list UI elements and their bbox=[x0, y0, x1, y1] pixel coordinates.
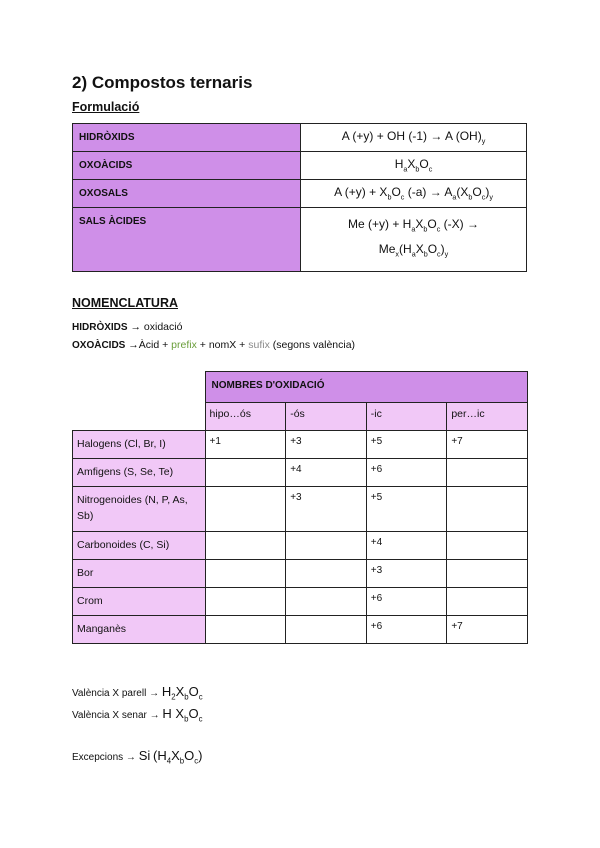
table-cell bbox=[205, 560, 286, 588]
column-header: hipo…ós bbox=[205, 403, 286, 431]
sufix-word: sufix bbox=[248, 339, 270, 351]
table-row bbox=[73, 124, 527, 152]
table-row bbox=[73, 560, 528, 588]
column-header: -ós bbox=[286, 403, 367, 431]
acid-word: Àcid bbox=[138, 339, 160, 351]
segons-text: (segons valència) bbox=[272, 339, 356, 351]
table-row bbox=[73, 180, 527, 208]
table-cell: +6 bbox=[366, 616, 447, 644]
group-name: Nitrogenoides (N, P, As, Sb) bbox=[73, 487, 206, 532]
table-cell: +3 bbox=[286, 487, 367, 532]
table-cell bbox=[286, 616, 367, 644]
formula-oxoacids: $H_aX_bO_c$ bbox=[301, 152, 527, 180]
table-cell bbox=[286, 532, 367, 560]
table-row bbox=[73, 487, 528, 532]
formulacio-heading: Formulació bbox=[72, 100, 140, 114]
arrow-icon: → bbox=[130, 321, 141, 333]
row-label-sals-acides: SALS ÀCIDES bbox=[73, 208, 301, 272]
oxidation-header: NOMBRES D'OXIDACIÓ bbox=[205, 372, 527, 403]
table-row bbox=[73, 616, 528, 644]
senar-formula: H $X_bO_c$ bbox=[162, 706, 203, 724]
table-row bbox=[73, 588, 528, 616]
table-cell: +3 bbox=[366, 560, 447, 588]
excepcions-label: Excepcions bbox=[72, 752, 124, 763]
nomx-word: nomX bbox=[208, 339, 237, 351]
group-name: Crom bbox=[73, 588, 206, 616]
formula-oxosals: A $(+y) + X_bO_c$ $(-a) \to A_a(X_bO_c)_y$ bbox=[301, 180, 527, 208]
excepcions-formula: $(H_4X_bO_c)$ bbox=[153, 748, 203, 766]
column-header: -ic bbox=[366, 403, 447, 431]
column-header: per…ic bbox=[447, 403, 528, 431]
table-row bbox=[73, 208, 527, 272]
table-row bbox=[73, 372, 528, 403]
group-name: Amfigens (S, Se, Te) bbox=[73, 459, 206, 487]
table-cell: +7 bbox=[447, 431, 528, 459]
arrow-icon: → bbox=[128, 339, 139, 351]
table-cell: +5 bbox=[366, 487, 447, 532]
valencia-parell-line bbox=[72, 684, 203, 702]
table-cell: +7 bbox=[447, 616, 528, 644]
table-row bbox=[73, 403, 528, 431]
table-cell: +5 bbox=[366, 431, 447, 459]
table-cell: +6 bbox=[366, 459, 447, 487]
table-cell bbox=[447, 532, 528, 560]
table-cell bbox=[447, 588, 528, 616]
table-cell: +6 bbox=[366, 588, 447, 616]
table-cell: +3 bbox=[286, 431, 367, 459]
nomenclatura-heading: NOMENCLATURA bbox=[72, 296, 179, 310]
prefix-word: prefix bbox=[171, 339, 197, 351]
table-row bbox=[73, 152, 527, 180]
arrow-icon: → bbox=[149, 688, 160, 699]
si-symbol: Si bbox=[138, 748, 151, 763]
parell-formula: $H_2X_bO_c$ bbox=[161, 684, 203, 702]
empty-corner bbox=[73, 403, 206, 431]
arrow-icon: → bbox=[125, 752, 136, 763]
senar-label: València X senar bbox=[72, 710, 147, 721]
table-cell bbox=[205, 588, 286, 616]
valencia-senar-line bbox=[72, 706, 202, 724]
table-row bbox=[73, 532, 528, 560]
group-name: Bor bbox=[73, 560, 206, 588]
page-title: 2) Compostos ternaris bbox=[72, 73, 253, 92]
group-name: Manganès bbox=[73, 616, 206, 644]
formula-hidroxids: A (+y) + OH (-1) → A $(OH)_y$ bbox=[301, 124, 527, 152]
formulacio-table bbox=[72, 123, 527, 272]
table-cell: +4 bbox=[286, 459, 367, 487]
nomenclatura-oxoacids-line: OXOÀCIDS →Àcid + prefix + nomX + sufix (segons valència) bbox=[72, 339, 356, 351]
table-cell bbox=[205, 487, 286, 532]
table-cell bbox=[447, 560, 528, 588]
table-cell bbox=[447, 487, 528, 532]
group-name: Halogens (Cl, Br, I) bbox=[73, 431, 206, 459]
table-cell bbox=[286, 588, 367, 616]
row-label-oxosals: OXOSALS bbox=[73, 180, 301, 208]
table-cell: +4 bbox=[366, 532, 447, 560]
nomenclatura-hidroxids-line bbox=[72, 321, 182, 333]
table-cell bbox=[447, 459, 528, 487]
row-label-oxoacids: OXOÀCIDS bbox=[73, 152, 301, 180]
group-name: Carbonoides (C, Si) bbox=[73, 532, 206, 560]
table-cell bbox=[286, 560, 367, 588]
table-cell: +1 bbox=[205, 431, 286, 459]
parell-label: València X parell bbox=[72, 688, 147, 699]
table-row bbox=[73, 459, 528, 487]
table-cell bbox=[205, 459, 286, 487]
oxoacids-label: OXOÀCIDS bbox=[72, 340, 126, 351]
empty-corner bbox=[73, 372, 206, 403]
row-label-hidroxids: HIDRÒXIDS bbox=[73, 124, 301, 152]
oxidation-table bbox=[72, 371, 528, 644]
table-cell bbox=[205, 616, 286, 644]
table-cell bbox=[205, 532, 286, 560]
hidroxids-label: HIDRÒXIDS bbox=[72, 322, 128, 333]
arrow-icon: → bbox=[149, 710, 160, 721]
table-row bbox=[73, 431, 528, 459]
formula-sals-acides: Me $(+y) + H_aX_bO_c$ (-X) → $Me_x(H_aX_bO_c)_y$ bbox=[301, 208, 527, 272]
excepcions-line bbox=[72, 748, 203, 766]
hidroxids-text: oxidació bbox=[143, 321, 183, 333]
